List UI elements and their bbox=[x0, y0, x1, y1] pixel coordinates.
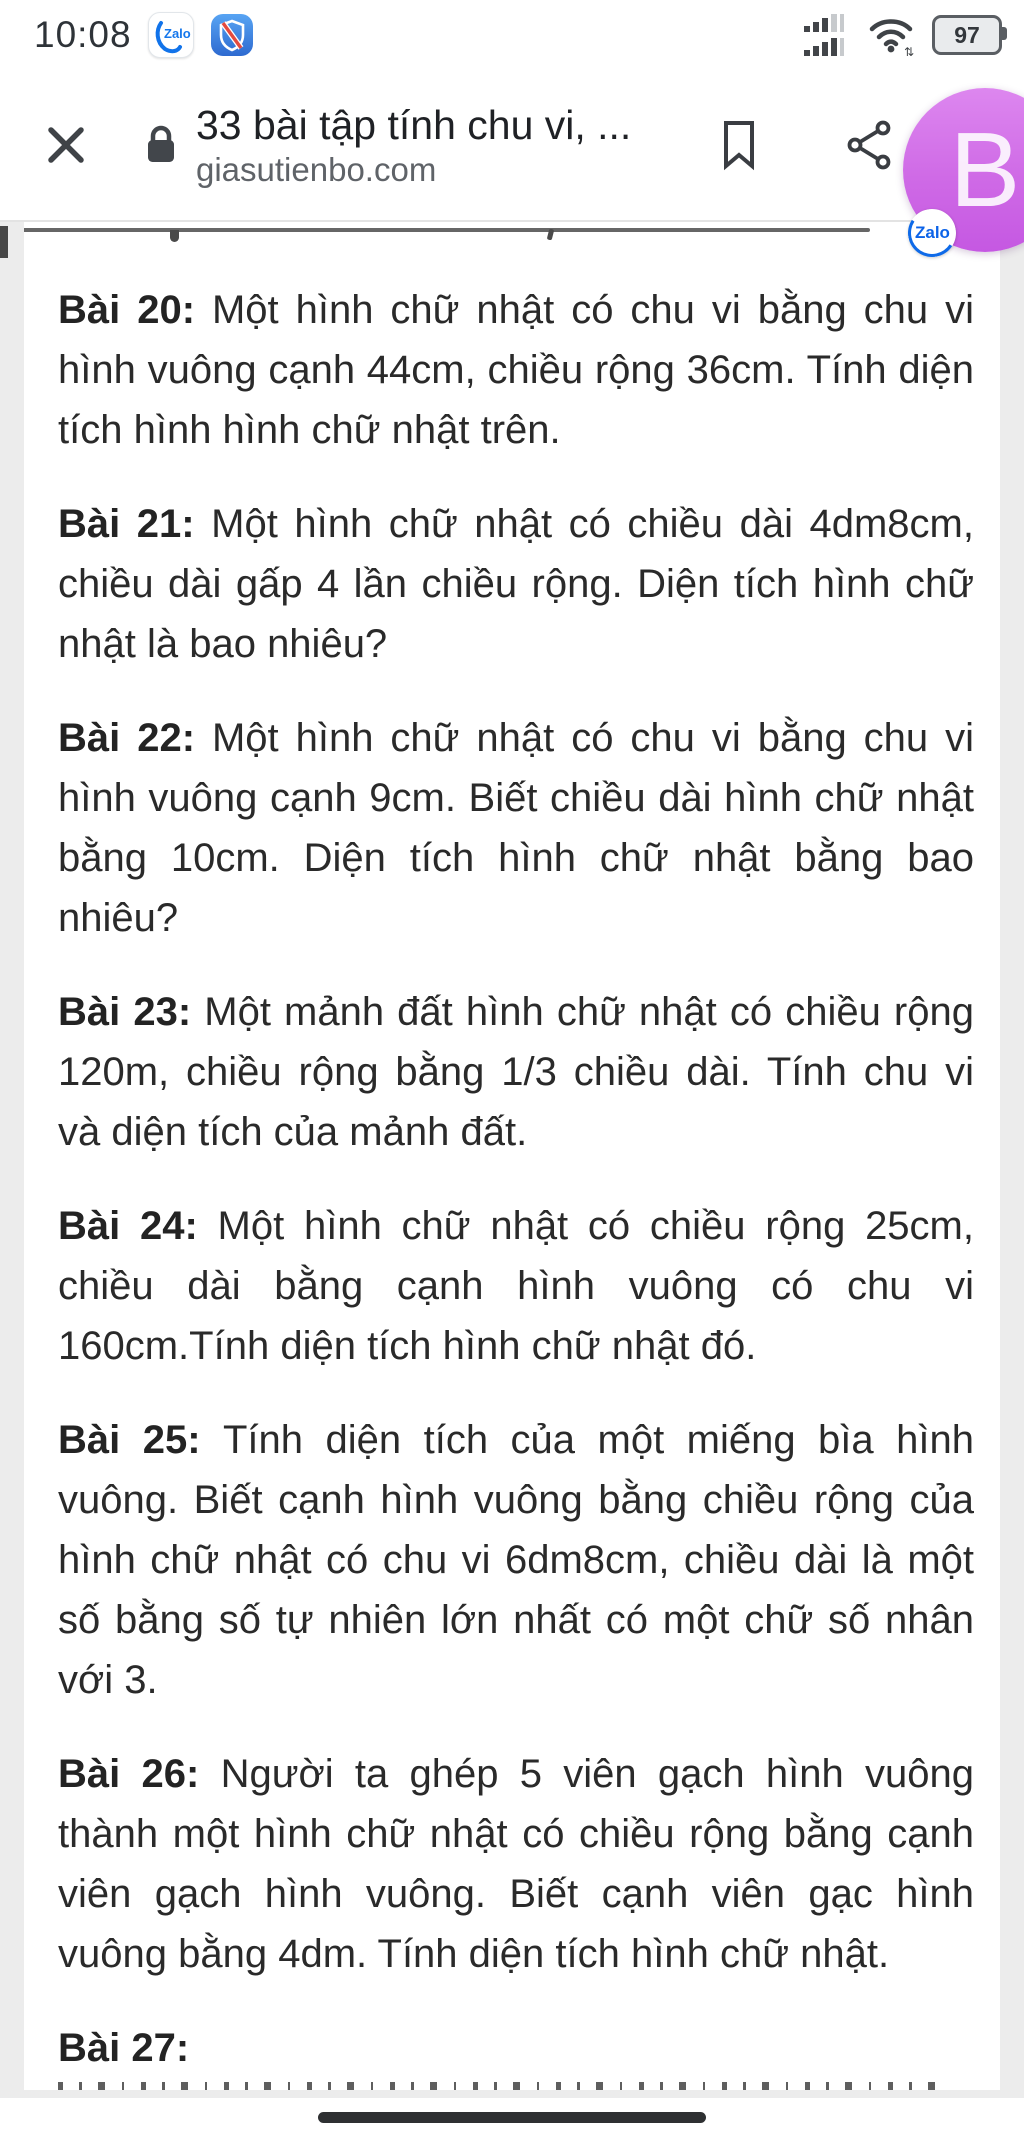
bookmark-button[interactable] bbox=[719, 119, 759, 171]
exercise-label: Bài 20: bbox=[58, 288, 212, 332]
status-bar bbox=[0, 0, 1024, 70]
clock: 10:08 bbox=[34, 14, 132, 55]
zalo-notification-icon bbox=[148, 12, 194, 58]
exercise-label: Bài 22: bbox=[58, 716, 212, 760]
exercise-text: Một mảnh đất hình chữ nhật có chiều rộng 120m, chiều rộng bằng 1/3 chiều dài. Tính chu vi và diện tích của mảnh đất. bbox=[58, 990, 974, 1154]
share-button[interactable] bbox=[845, 119, 895, 171]
zalo-badge-label: Zalo bbox=[914, 223, 950, 243]
exercise-text: Người ta ghép 5 viên gạch hình vuông thành một hình chữ nhật có chiều rộng bằng cạnh viên gạch hình vuông. Biết cạnh viên gạc hình vuông bằng 4dm. Tính diện tích hình chữ nhật. bbox=[58, 1752, 974, 1976]
clipped-text-line-bottom bbox=[58, 2082, 947, 2090]
site-url: giasutienbo.com bbox=[196, 151, 437, 188]
exercise-label: Bài 24: bbox=[58, 1204, 218, 1248]
shield-blocker-icon bbox=[210, 13, 254, 57]
web-content-area bbox=[0, 222, 1024, 2098]
system-navigation-bar bbox=[0, 2098, 1024, 2140]
exercise-paragraph bbox=[58, 708, 974, 948]
exercise-paragraph bbox=[58, 982, 974, 1162]
exercise-text: Một hình chữ nhật có chu vi bằng chu vi hình vuông cạnh 9cm. Biết chiều dài hình chữ nhật bằng 10cm. Diện tích hình chữ nhật bằng bao nhiêu? bbox=[58, 716, 974, 940]
clipped-text-line-top bbox=[24, 224, 870, 242]
exercise-label: Bài 25: bbox=[58, 1418, 223, 1462]
exercise-text: Tính diện tích của một miếng bìa hình vuông. Biết cạnh hình vuông bằng chiều rộng của hình chữ nhật có chu vi 6dm8cm, chiều dài là một số bằng số tự nhiên lớn nhất có một chữ số nhân với 3. bbox=[58, 1418, 974, 1702]
exercise-label: Bài 27: bbox=[58, 2026, 190, 2070]
exercise-paragraph bbox=[58, 1410, 974, 1710]
lock-icon[interactable] bbox=[144, 125, 178, 165]
exercise-list bbox=[58, 280, 974, 2082]
exercise-paragraph bbox=[58, 280, 974, 460]
exercise-label: Bài 26: bbox=[58, 1752, 221, 1796]
exercise-label: Bài 23: bbox=[58, 990, 205, 1034]
clipped-content-notch bbox=[0, 226, 8, 258]
svg-text:⇅: ⇅ bbox=[904, 45, 915, 57]
avatar-letter: B bbox=[949, 111, 1021, 229]
exercise-paragraph bbox=[58, 2018, 974, 2078]
svg-text:Zalo: Zalo bbox=[163, 26, 191, 41]
cell-signal-icon bbox=[796, 12, 852, 58]
exercise-text: Một hình chữ nhật có chiều rộng 25cm, chiều dài bằng cạnh hình vuông có chu vi 160cm.Tính diện tích hình chữ nhật đó. bbox=[58, 1204, 974, 1368]
exercise-text: Một hình chữ nhật có chu vi bằng chu vi hình vuông cạnh 44cm, chiều rộng 36cm. Tính diện tích hình hình chữ nhật trên. bbox=[58, 288, 974, 452]
page-title: 33 bài tập tính chu vi, ... bbox=[196, 102, 632, 148]
exercise-label: Bài 21: bbox=[58, 502, 212, 546]
browser-toolbar bbox=[0, 70, 1024, 229]
exercise-paragraph bbox=[58, 1744, 974, 1984]
wifi-icon bbox=[868, 13, 918, 57]
gesture-handle[interactable] bbox=[318, 2112, 706, 2123]
article-panel bbox=[24, 222, 1000, 2090]
page-title-block bbox=[196, 100, 631, 190]
exercise-text: Một hình chữ nhật có chiều dài 4dm8cm, chiều dài gấp 4 lần chiều rộng. Diện tích hình chữ nhật là bao nhiêu? bbox=[58, 502, 974, 666]
exercise-paragraph bbox=[58, 494, 974, 674]
close-button[interactable] bbox=[44, 123, 88, 167]
exercise-paragraph bbox=[58, 1196, 974, 1376]
battery-indicator: 97 bbox=[932, 15, 1002, 55]
